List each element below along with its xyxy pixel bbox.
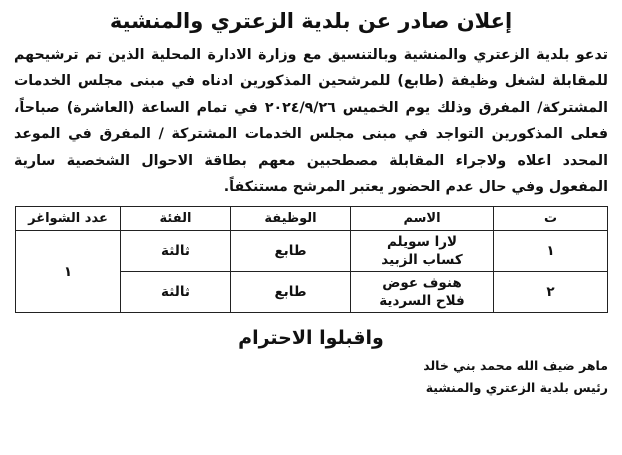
row-name bbox=[351, 231, 494, 272]
row-number: ١ bbox=[494, 231, 608, 272]
vacancies-cell: ١ bbox=[16, 231, 121, 313]
closing-text: واقبلوا الاحترام bbox=[238, 327, 384, 350]
header-name: الاسم bbox=[351, 207, 494, 231]
name-line: فلاح السردية bbox=[379, 293, 465, 310]
announcement-body: تدعو بلدية الزعتري والمنشية وبالتنسيق مع وزارة الادارة المحلية الذين تم ترشيحهم للمقابلة لشغل وظيفة (طابع) للمرشحين المذكورين ادناه في مبنى مجلس الخدمات المشتركة/ المفرق وذلك يوم الخميس ٢٠٢٤/٩/٢٦ في تمام الساعة (العاشرة) صباحاً، فعلى المذكورين التواجد في مبنى مجلس الخدمات المشتركة / المفرق في الموعد المحدد اعلاه ولاجراء المقابلة مصطحبين معهم بطاقة الاحوال الشخصية سارية المفعول وفي حال عدم الحضور يعتبر المرشح مستنكفاً. bbox=[14, 47, 608, 196]
table-header-row bbox=[16, 207, 608, 231]
header-vacancies: عدد الشواغر bbox=[16, 207, 121, 231]
table-row bbox=[16, 231, 608, 272]
signature-block bbox=[14, 355, 608, 399]
header-job: الوظيفة bbox=[231, 207, 351, 231]
row-job: طابع bbox=[231, 272, 351, 313]
header-number: ت bbox=[494, 207, 608, 231]
announcement-title: إعلان صادر عن بلدية الزعتري والمنشية bbox=[109, 9, 513, 33]
signatory-position: رئيس بلدية الزعتري والمنشية bbox=[425, 380, 608, 396]
row-category: ثالثة bbox=[121, 231, 231, 272]
name-line: كساب الزبيد bbox=[381, 252, 463, 269]
row-name bbox=[351, 272, 494, 313]
name-line: لارا سويلم bbox=[386, 234, 458, 251]
name-line: هنوف عوض bbox=[382, 275, 462, 292]
row-number: ٢ bbox=[494, 272, 608, 313]
candidates-table bbox=[15, 206, 608, 313]
row-category: ثالثة bbox=[121, 272, 231, 313]
row-job: طابع bbox=[231, 231, 351, 272]
header-category: الفئة bbox=[121, 207, 231, 231]
signatory-name: ماهر ضيف الله محمد بني خالد bbox=[423, 358, 608, 374]
